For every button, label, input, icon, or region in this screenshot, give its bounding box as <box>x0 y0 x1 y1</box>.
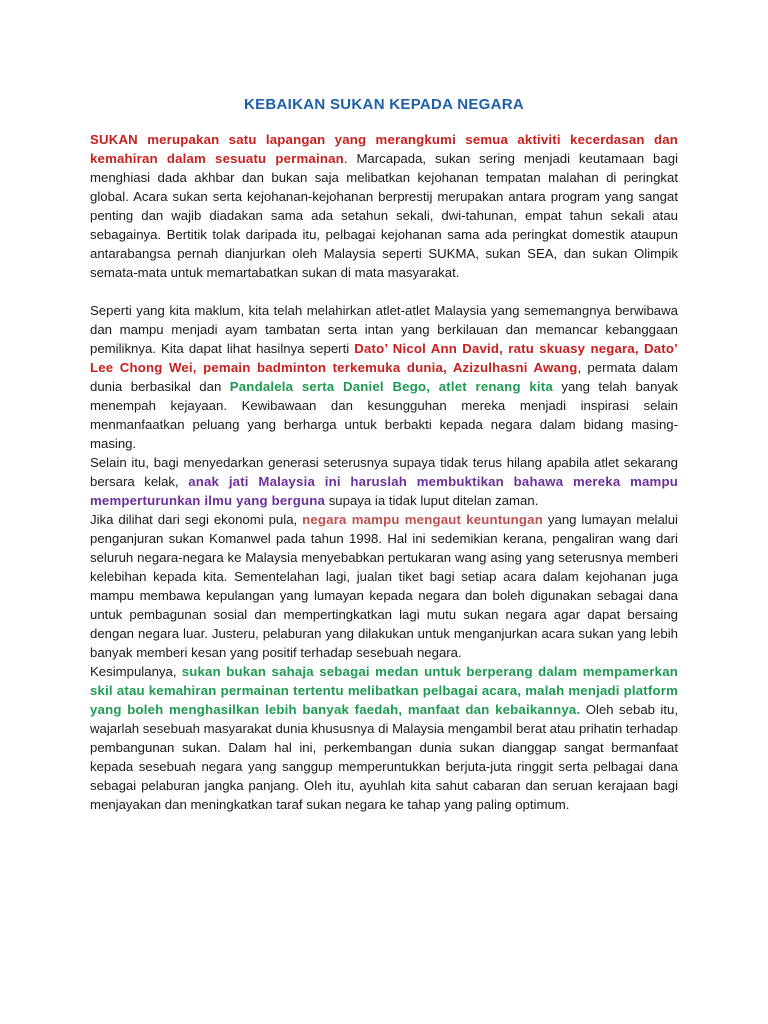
paragraph-athletes <box>90 301 678 453</box>
paragraph-text: Jika dilihat dari segi ekonomi pula, <box>90 512 303 527</box>
paragraph-intro <box>90 130 678 282</box>
paragraph-text: , permata dalam dunia berbasikal dan <box>90 360 678 394</box>
highlight-divers: Pandalela serta Daniel Bego, atlet renang kita <box>229 379 553 394</box>
highlight-conclusion: sukan bukan sahaja sebagai medan untuk berperang dalam mempamerkan skil atau kemahiran permainan tertentu melibatkan pelbagai acara, malah menjadi platform yang boleh menghasilkan lebih banyak faedah, manfaat dan kebaikannya. <box>90 664 678 717</box>
paragraph-conclusion <box>90 662 678 814</box>
highlight-profit: negara mampu mengaut keuntungan <box>302 512 543 527</box>
paragraph-text: Seperti yang kita maklum, kita telah melahirkan atlet-atlet Malaysia yang sememangnya berwibawa dan mampu menjadi ayam tambatan serta intan yang berkilauan dan memancar kebanggaan pemiliknya. Kita dapat lihat hasilnya seperti <box>90 303 678 356</box>
highlight-knowledge-transfer: anak jati Malaysia ini haruslah membuktikan bahawa mereka mampu memperturunkan ilmu yang berguna <box>90 474 678 508</box>
paragraph-text: . Marcapada, sukan sering menjadi keutamaan bagi menghiasi dada akhbar dan bukan saja melibatkan kejohanan tempatan malahan di peringkat global. Acara sukan serta kejohanan-kejohanan berprestij merupakan antara program yang sangat penting dan wajib diadakan sama ada setahun sekali, dwi-tahunan, empat tahun sekali atau sebagainya. Bertitik tolak daripada itu, pelbagai kejohanan sama ada peringkat domestik ataupun antarabangsa pernah dianjurkan oleh Malaysia seperti SUKMA, sukan SEA, dan sukan Olimpik semata-mata untuk memartabatkan sukan di mata masyarakat. <box>90 151 678 280</box>
paragraph-text: Oleh sebab itu, wajarlah sesebuah masyarakat dunia khususnya di Malaysia mengambil berat atau prihatin terhadap pembangunan sukan. Dalam hal ini, perkembangan dunia sukan dianggap sangat bermanfaat kepada sesebuah negara yang sanggup memperuntukkan berjuta-juta ringgit serta pelbagai dana sebagai pelaburan jangka panjang. Oleh itu, ayuhlah kita sahut cabaran dan seruan kerajaan bagi menjayakan dan meningkatkan taraf sukan negara ke tahap yang paling optimum. <box>90 702 678 812</box>
paragraph-text: Kesimpulanya, <box>90 664 182 679</box>
paragraph-text: supaya ia tidak luput ditelan zaman. <box>325 493 539 508</box>
paragraph-next-generation <box>90 453 678 510</box>
document-title: KEBAIKAN SUKAN KEPADA NEGARA <box>243 96 525 113</box>
paragraph-economy <box>90 510 678 662</box>
paragraph-text: Selain itu, bagi menyedarkan generasi seterusnya supaya tidak terus hilang apabila atlet sekarang bersara kelak, <box>90 455 678 489</box>
document-body <box>90 130 678 814</box>
paragraph-text: yang lumayan melalui penganjuran sukan Komanwel pada tahun 1998. Hal ini sedemikian kerana, pengaliran wang dari seluruh negara-negara ke Malaysia menyebabkan pertukaran wang asing yang seterusnya memberi kelebihan kepada kita. Sementelahan lagi, jualan tiket bagi setiap acara dalam kejohanan juga mampu membawa kepulangan yang lumayan kepada negara dan boleh digunakan sebagai dana untuk pembagunan sosial dan mempertingkatkan lagi mutu sukan negara agar dapat bersaing dengan negara luar. Justeru, pelaburan yang dilakukan untuk menganjurkan acara sukan yang lebih banyak memberi kesan yang positif terhadap sesebuah negara. <box>90 512 678 660</box>
highlight-definition: SUKAN merupakan satu lapangan yang merangkumi semua aktiviti kecerdasan dan kemahiran dalam sesuatu permainan <box>90 132 678 166</box>
paragraph-text: yang telah banyak menempah kejayaan. Kewibawaan dan kesungguhan mereka menjadi inspirasi selain menmanfaatkan peluang yang berharga untuk berbakti kepada negara dalam bidang masing-masing. <box>90 379 679 451</box>
highlight-athlete-names: Dato’ Nicol Ann David, ratu skuasy negara, Dato’ Lee Chong Wei, pemain badminton terkemuka dunia, Azizulhasni Awang <box>90 341 678 375</box>
